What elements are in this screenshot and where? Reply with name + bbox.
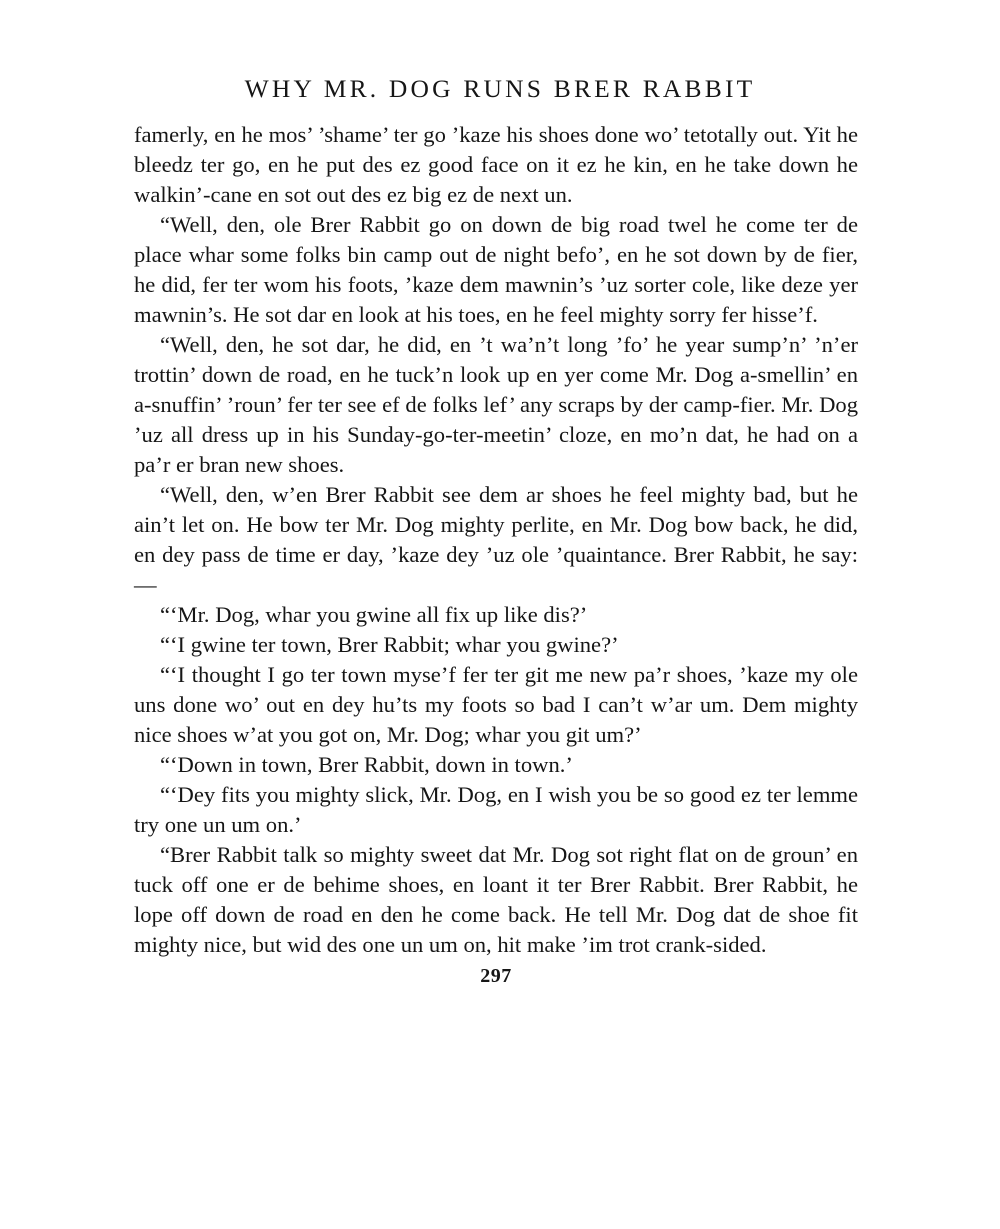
page-number: 297: [480, 965, 512, 987]
paragraph-2: “Well, den, ole Brer Rabbit go on down de big road twel he come ter de place whar some folks bin camp out de night befo’, en he sot down by de fier, he did, fer ter wom his foots, ’kaze dem mawnin’s ’uz sorter cole, like deze yer mawnin’s. He sot dar en look at his toes, en he feel mighty sorry fer hisse’f.: [134, 212, 858, 327]
body-text: [134, 120, 858, 960]
running-title: WHY MR. DOG RUNS BRER RABBIT: [244, 74, 756, 103]
paragraph-6: “‘I gwine ter town, Brer Rabbit; whar you gwine?’: [160, 632, 619, 657]
book-page: [134, 72, 858, 990]
paragraph-4: “Well, den, w’en Brer Rabbit see dem ar shoes he feel mighty bad, but he ain’t let on. He bow ter Mr. Dog mighty perlite, en Mr. Dog bow back, he did, en dey pass de time er day, ’kaze dey ’uz ole ’quaintance. Brer Rabbit, he say: —: [134, 482, 858, 597]
paragraph-3: “Well, den, he sot dar, he did, en ’t wa’n’t long ’fo’ he year sump’n’ ’n’er trottin’ down de road, en he tuck’n look up en yer come Mr. Dog a-smellin’ en a-snuffin’ ’roun’ fer ter see ef de folks lef’ any scraps by der camp-fier. Mr. Dog ’uz all dress up in his Sunday-go-ter-meetin’ cloze, en mo’n dat, he had on a pa’r er bran new shoes.: [134, 332, 858, 477]
paragraph-1: famerly, en he mos’ ’shame’ ter go ’kaze his shoes done wo’ tetotally out. Yit he bleedz ter go, en he put des ez good face on it ez he kin, en he take down he walkin’-cane en sot out des ez big ez de next un.: [134, 122, 858, 207]
paragraph-5: “‘Mr. Dog, whar you gwine all fix up like dis?’: [160, 602, 588, 627]
paragraph-9: “‘Dey fits you mighty slick, Mr. Dog, en I wish you be so good ez ter lemme try one un um on.’: [134, 782, 858, 837]
paragraph-10: “Brer Rabbit talk so mighty sweet dat Mr. Dog sot right flat on de groun’ en tuck off one er de behime shoes, en loant it ter Brer Rabbit. Brer Rabbit, he lope off down de road en den he come back. He tell Mr. Dog dat de shoe fit mighty nice, but wid des one un um on, hit make ’im trot crank-sided.: [134, 842, 858, 957]
paragraph-8: “‘Down in town, Brer Rabbit, down in town.’: [160, 752, 573, 777]
paragraph-7: “‘I thought I go ter town myse’f fer ter git me new pa’r shoes, ’kaze my ole uns done wo’ out en dey hu’ts my foots so bad I can’t w’ar um. Dem mighty nice shoes w’at you got on, Mr. Dog; whar you git um?’: [134, 662, 858, 747]
